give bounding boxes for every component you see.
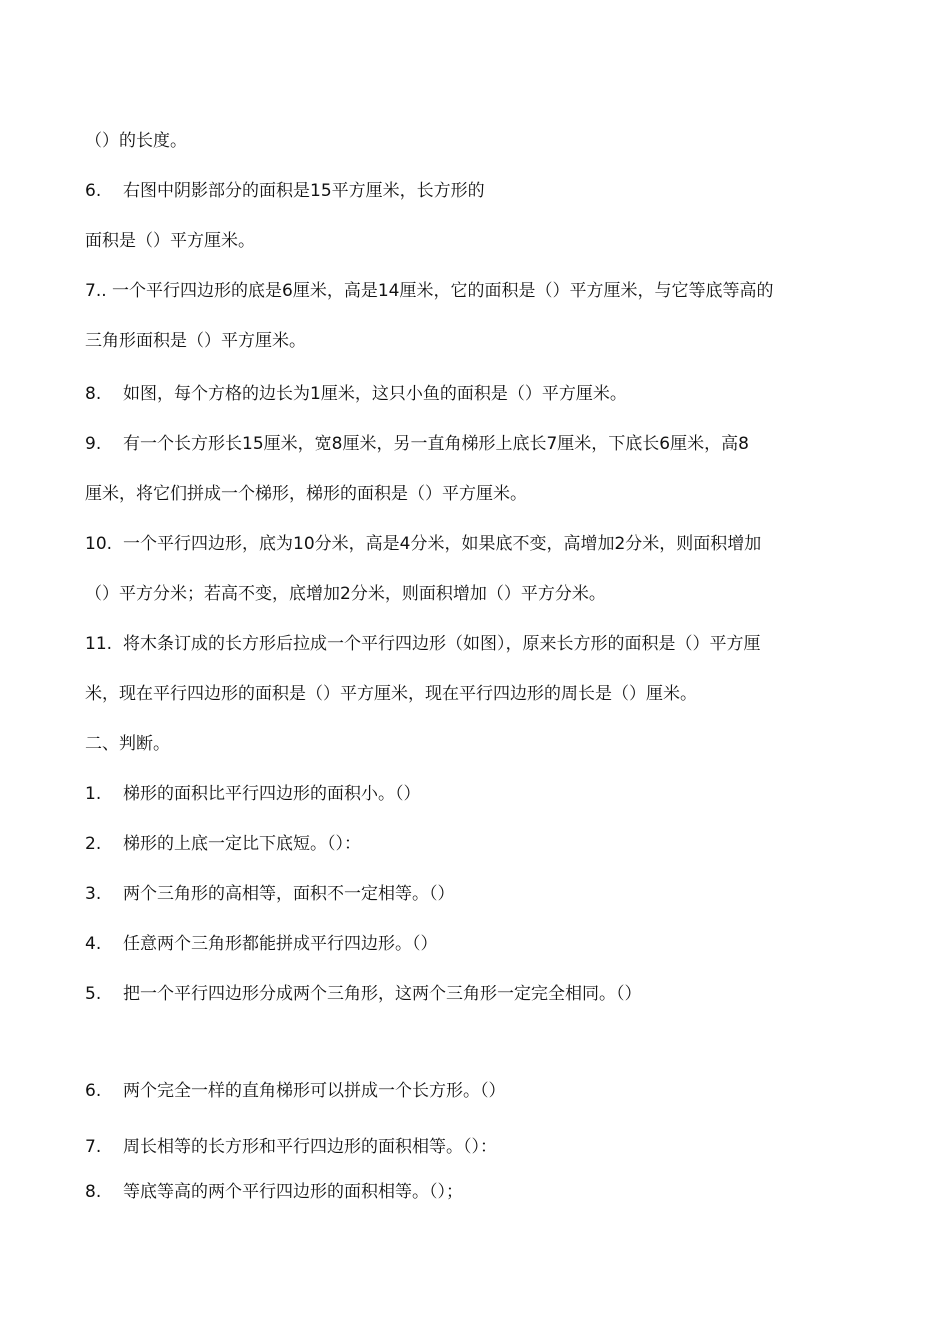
question-number: 1.	[85, 784, 102, 804]
line-text: （）的长度。	[85, 131, 187, 151]
section-heading	[85, 732, 170, 756]
question-item	[85, 782, 421, 806]
question-item	[85, 432, 749, 456]
question-text: 7.. 一个平行四边形的底是6厘米，高是14厘米，它的面积是（）平方厘米，与它等底等高的	[85, 281, 774, 301]
question-item	[85, 632, 761, 656]
question-number: 10.	[85, 534, 113, 554]
question-item	[85, 982, 642, 1006]
line-text: （）平方分米；若高不变，底增加2分米，则面积增加（）平方分米。	[85, 584, 606, 604]
question-item	[85, 932, 438, 956]
question-text: 梯形的面积比平行四边形的面积小。（）	[123, 784, 421, 804]
question-text: 两个完全一样的直角梯形可以拼成一个长方形。（）	[123, 1081, 506, 1101]
question-text: 两个三角形的高相等，面积不一定相等。（）	[123, 884, 455, 904]
question-number: 3.	[85, 884, 102, 904]
text-line	[85, 329, 306, 353]
text-line	[85, 482, 527, 506]
question-text: 等底等高的两个平行四边形的面积相等。（）；	[123, 1182, 463, 1202]
question-number: 8.	[85, 1182, 102, 1202]
question-item	[85, 1180, 463, 1204]
question-text: 如图，每个方格的边长为1厘米，这只小鱼的面积是（）平方厘米。	[123, 384, 627, 404]
line-text: 面积是（）平方厘米。	[85, 231, 255, 251]
question-item	[85, 279, 773, 303]
question-item	[85, 882, 455, 906]
text-line	[85, 229, 255, 253]
line-text: 三角形面积是（）平方厘米。	[85, 331, 306, 351]
line-text: 米，现在平行四边形的面积是（）平方厘米，现在平行四边形的周长是（）厘米。	[85, 684, 697, 704]
question-text: 将木条订成的长方形后拉成一个平行四边形（如图），原来长方形的面积是（）平方厘	[123, 634, 761, 654]
question-item	[85, 179, 485, 203]
text-line	[85, 582, 606, 606]
question-number: 8.	[85, 384, 102, 404]
question-text: 有一个长方形长15厘米，宽8厘米，另一直角梯形上底长7厘米，下底长6厘米，高8	[123, 434, 749, 454]
question-number: 2.	[85, 834, 102, 854]
section-title: 二、判断。	[85, 734, 170, 754]
question-number: 4.	[85, 934, 102, 954]
text-line	[85, 682, 697, 706]
question-text: 右图中阴影部分的面积是15平方厘米，长方形的	[123, 181, 485, 201]
question-number: 9.	[85, 434, 102, 454]
question-text: 一个平行四边形，底为10分米，高是4分米，如果底不变，高增加2分米，则面积增加	[123, 534, 762, 554]
question-text: 把一个平行四边形分成两个三角形，这两个三角形一定完全相同。（）	[123, 984, 642, 1004]
line-text: 厘米，将它们拼成一个梯形，梯形的面积是（）平方厘米。	[85, 484, 527, 504]
question-number: 7.	[85, 1137, 102, 1157]
question-text: 梯形的上底一定比下底短。（）：	[123, 834, 361, 854]
question-text: 周长相等的长方形和平行四边形的面积相等。（）：	[123, 1137, 497, 1157]
question-item	[85, 832, 361, 856]
question-number: 11.	[85, 634, 113, 654]
text-line	[85, 129, 187, 153]
question-item	[85, 1079, 506, 1103]
question-number: 6.	[85, 1081, 102, 1101]
question-item	[85, 1135, 497, 1159]
question-number: 5.	[85, 984, 102, 1004]
question-text: 任意两个三角形都能拼成平行四边形。（）	[123, 934, 438, 954]
question-item	[85, 382, 627, 406]
question-item	[85, 532, 761, 556]
question-number: 6.	[85, 181, 102, 201]
